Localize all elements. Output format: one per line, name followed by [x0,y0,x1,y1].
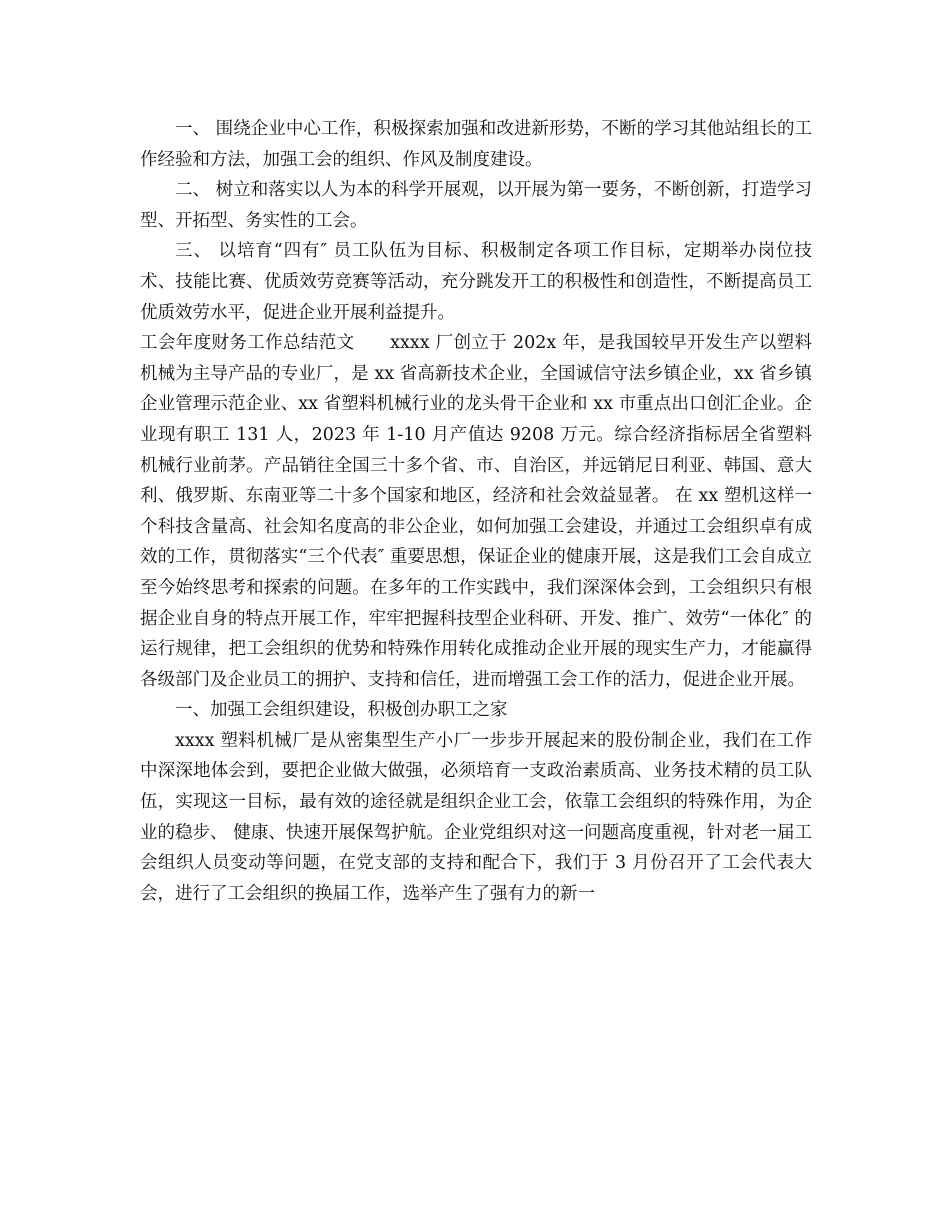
paragraph-3: 三、 以培育“四有″ 员工队伍为目标、积极制定各项工作目标，定期举办岗位技术、技能比赛、优质效劳竞赛等活动，充分跳发开工的积极性和创造性，不断提高员工优质效劳水平，促进企业开展利益提升。 [140,241,812,323]
paragraph-2: 二、 树立和落实以人为本的科学开展观，以开展为第一要务，不断创新，打造学习型、开拓型、务实性的工会。 [140,180,812,231]
paragraph-6: xxxx 塑料机械厂是从密集型生产小厂一步步开展起来的股份制企业，我们在工作中深深地体会到，要把企业做大做强，必须培育一支政治素质高、业务技术精的员工队伍，实现这一目标，最有效的途径就是组织企业工会，依靠工会组织的特殊作用，为企业的稳步、 健康、快速开展保驾护航。企业党组织对这一问题高度重视，针对老一届工会组织人员变动等问题，在党支部的支持和配合下，我们于 3 月份召开了工会代表大会，进行了工会组织的换届工作，选举产生了强有力的新一 [140,730,812,904]
paragraph-4: 工会年度财务工作总结范文 xxxx 厂创立于 202x 年，是我国较早开发生产以塑料机械为主导产品的专业厂，是 xx 省高新技术企业，全国诚信守法乡镇企业，xx 省乡镇企业管理示范企业、xx 省塑料机械行业的龙头骨干企业和 xx 市重点出口创汇企业。企业现有职工 131 人，2023 年 1-10 月产值达 9208 万元。综合经济指标居全省塑料机械行业前茅。产品销往全国三十多个省、市、自治区，并远销尼日利亚、韩国、意大利、俄罗斯、东南亚等二十多个国家和地区，经济和社会效益显著。 在 xx 塑机这样一个科技含量高、社会知名度高的非公企业，如何加强工会建设，并通过工会组织卓有成效的工作，贯彻落实“三个代表″ 重要思想，保证企业的健康开展，这是我们工会自成立至今始终思考和探索的问题。在多年的工作实践中，我们深深体会到，工会组织只有根据企业自身的特点开展工作，牢牢把握科技型企业科研、开发、推广、效劳“一体化″ 的运行规律，把工会组织的优势和特殊作用转化成推动企业开展的现实生产力，才能赢得各级部门及企业员工的拥护、支持和信任，进而增强工会工作的活力，促进企业开展。 [140,333,812,690]
document-body [140,114,812,909]
section-heading-1: 一、加强工会组织建设，积极创办职工之家 [175,700,508,721]
paragraph-1: 一、 围绕企业中心工作，积极探索加强和改进新形势，不断的学习其他站组长的工作经验和方法，加强工会的组织、作风及制度建设。 [140,119,812,170]
